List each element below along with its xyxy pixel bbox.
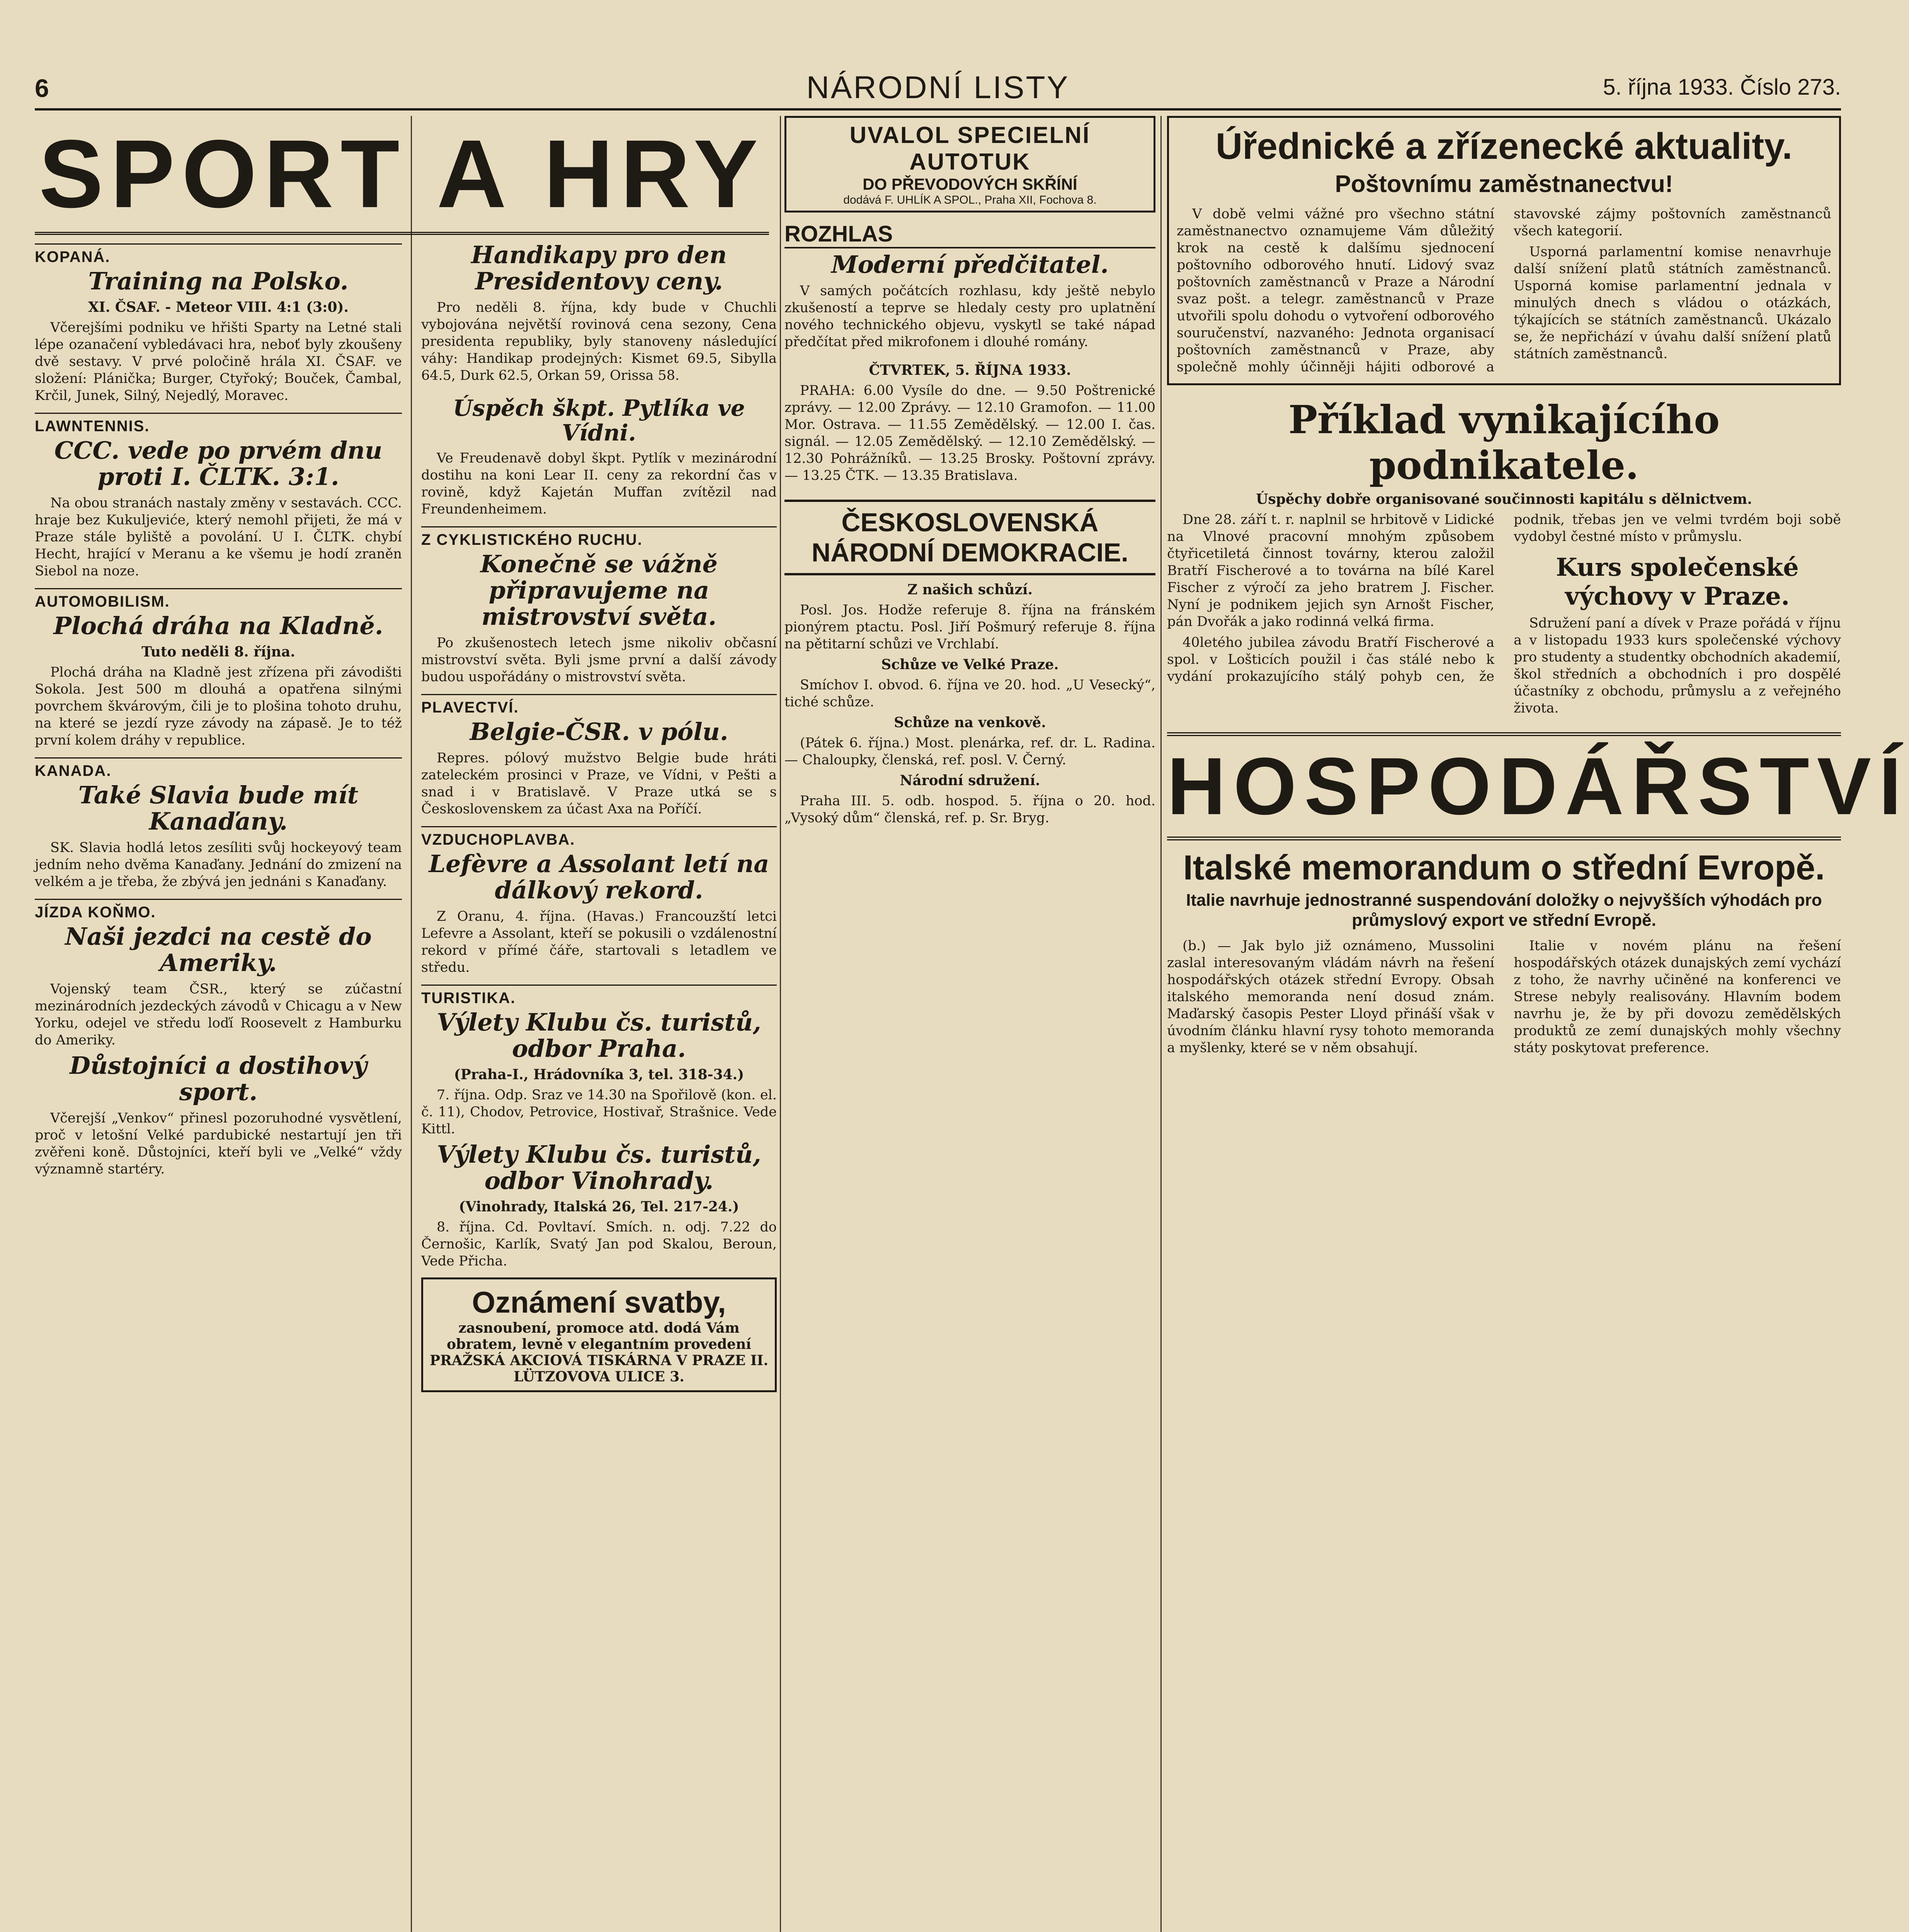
officials-title: Úřednické a zřízenecké aktuality. xyxy=(1215,126,1793,167)
party-box-title: ČESKOSLOVENSKÁ NÁRODNÍ DEMOKRACIE. xyxy=(784,500,1155,575)
article-title: Kurs společenské výchovy v Praze. xyxy=(1556,553,1799,611)
ad-subline: DO PŘEVODOVÝCH SKŘÍNÍ xyxy=(863,175,1077,193)
article-subtitle: (Praha-I., Hrádovníka 3, tel. 318-34.) xyxy=(454,1066,744,1083)
economy-banner: HOSPODÁŘSTVÍ xyxy=(1167,732,1841,840)
sport-column-middle xyxy=(421,116,777,1932)
section-rozhlas: ROZHLAS xyxy=(784,221,1155,248)
article-text: 8. října. Cd. Povltaví. Smích. n. odj. 7.22 do Černošic, Karlík, Svatý Jan pod Skalou, Beroun, Vede Přicha. xyxy=(421,1219,777,1269)
radio-column xyxy=(784,116,1155,1932)
article-text: (b.) — Jak bylo již oznámeno, Mussolini zaslal interesovaným vládám návrh na řešení hospodářských otázek střední Evropy. Obsah italského memoranda není dosud znám. Maďarský časopis Pester Lloyd přináší však v úvodním článku hlavní rysy tohoto memoranda a myšlenky, které se v něm obsahují. xyxy=(1167,938,1494,1056)
program-date: ČTVRTEK, 5. ŘÍJNA 1933. xyxy=(869,362,1071,378)
article-text: 40letého jubilea závodu Bratří Fischerové a spol. v Lošticích použil i čas stálé nebo k vydání prokazujícího stálý pohyb cen, že podnik, třebas jen ve velmi tvrdém boji sobě vydobyl čestné místo v průmyslu. xyxy=(1167,512,1841,684)
article-text: Z Oranu, 4. října. (Havas.) Francouzští letci Lefevre a Assolant, kteří se pokusili o vzdálenostní rekord v přímé čáře, startovali s letadlem ve středu. xyxy=(421,909,777,975)
article-text: Pro neděli 8. října, kdy bude v Chuchli vybojována největší rovinová cena sezony, Cena presidenta republiky, byly stanoveny následující váhy: Handikap prodejných: Kismet 69.5, Sibylla 64.5, Durk 62.5, Orkan 59, Orissa 58. xyxy=(421,300,777,383)
section-turistika: TURISTIKA. xyxy=(421,985,777,1007)
article-title: Důstojníci a dostihový sport. xyxy=(70,1051,367,1106)
article-subtitle: (Vinohrady, Italská 26, Tel. 217-24.) xyxy=(459,1199,739,1215)
wedding-ad-text: zasnoubení, promoce atd. dodá Vám obratem, levně v elegantním provedení PRAŽSKÁ AKCIOVÁ TISKÁRNA V PRAZE II. LÜTZOVOVA ULICE 3. xyxy=(429,1320,769,1385)
article-title: Belgie-ČSR. v pólu. xyxy=(470,718,728,746)
article-title: Naši jezdci na cestě do Ameriky. xyxy=(65,922,372,977)
article-text: SK. Slavia hodlá letos zesíliti svůj hockeyový team jedním neho dvěma Kanaďany. Jednání do zmizení na velkém a je třeba, že zbývá jen jednáni s Kanaďany. xyxy=(35,840,402,889)
right-section xyxy=(1167,116,1909,1932)
wedding-ad xyxy=(421,1277,777,1392)
article-title: Training na Polsko. xyxy=(88,267,349,295)
article-text: Včerejšími podniku ve hřišti Sparty na Letné stali lépe ozanačení vybledávaci hra, neboť byly zkoušeny dvě sestavy. V prvé poločině hrála XI. ČSAF. ve složení: Plánička; Burger, Ctyřoký; Bouček, Čambal, Krčil, Junek, Silný, Nejedlý, Moravec. xyxy=(35,320,402,403)
article-text: Italie v novém plánu na řešení hospodářských otázek dunajských zemí vychází z toho, že navrhy učiněné na konferenci ve Strese nebyly realisovány. Hlavním bodem navrhu je, že by při dovozu zemědělských produktů ze zemí dunajských mohly všechny státy poskytovat preference. xyxy=(1514,938,1841,1056)
article-text: Ve Freudenavě dobyl škpt. Pytlík v mezinárodní dostihu na koni Lear II. ceny za rekordní čas v rovině, když Kajetán Muffan zvítězil nad Freundenheimem. xyxy=(421,451,777,517)
ad-headline: UVALOL SPECIELNÍ AUTOTUK xyxy=(849,122,1091,175)
article-text: 7. října. Odp. Sraz ve 14.30 na Spořilově (kon. el. č. 11), Chodov, Petrovice, Hostivař, Strašnice. Vede Kittl. xyxy=(421,1087,777,1137)
section-vzduchoplavba: VZDUCHOPLAVBA. xyxy=(421,826,777,849)
article-text: Usporná parlamentní komise nenavrhuje další snížení platů státních zaměstnanců. Usporná komise parlamentní jednala v minulých dnech s vládou o otázkách, týkajících se státních zaměstnanců. Ukázalo se, že nepřichází v úvahu další snížení platů státních zaměstnanců. xyxy=(1514,244,1831,362)
column-rule xyxy=(1160,116,1162,1932)
article-subtitle: Tuto neděli 8. října. xyxy=(141,644,295,660)
article-title: Konečně se vážně připravujeme na mistrovství světa. xyxy=(480,550,718,631)
wedding-ad-title: Oznámení svatby, xyxy=(472,1285,726,1319)
article-title: Plochá dráha na Kladně. xyxy=(53,612,383,640)
section-kanada: KANADA. xyxy=(35,757,402,780)
national-union-title: Národní sdružení. xyxy=(900,772,1040,789)
section-automobilism: AUTOMOBILISM. xyxy=(35,588,402,611)
article-text: Repres. pólový mužstvo Belgie bude hráti zateleckém prosinci v Praze, ve Vídni, v Pešti a snad i v Bratislavě. V Praze utká se s Československem za účast Axa na Poříčí. xyxy=(421,750,777,817)
article-title: Lefèvre a Assolant letí na dálkový rekord. xyxy=(429,850,769,904)
radio-program: PRAHA: 6.00 Vysíle do dne. — 9.50 Poštrenické zprávy. — 12.00 Zprávy. — 12.10 Gramofon. — 11.00 Mor. Ostrava. — 11.55 Zemědělský. — 12.00 I. čas. signál. — 12.05 Zemědělský. — 12.10 Zemědělský. — 12.30 Pohrážníků. — 13.25 Brosky. Poštovní zprávy. — 13.25 ČTK. — 13.35 Bratislava. xyxy=(784,383,1155,483)
article-title: Výlety Klubu čs. turistů, odbor Vinohrady. xyxy=(437,1140,761,1195)
article-text: V době velmi vážné pro všechno státní zaměstnanectvo oznamujeme Vám důležitý krok na cestě k dalšímu sjednocení poštovního odborového hnutí. Lidový svaz poštovních zaměstnanců v Praze a Národní svaz pošt. a telegr. zaměstnanců v Praze utvořili spolu dohodu o vytvoření odborového souručenství, nazvaného: Jednota organisací poštovních zaměstnanců v Praze, aby společně mohly účinněji hájiti odborové a stavovské zájmy poštovních zaměstnanců všech kategorií. xyxy=(1177,206,1831,375)
article-subtitle: Úspěchy dobře organisované součinnosti kapitálu s dělnictvem. xyxy=(1256,491,1752,507)
officials-subtitle: Poštovnímu zaměstnanectvu! xyxy=(1335,171,1673,197)
article-text: Smíchov I. obvod. 6. října ve 20. hod. „U Vesecký“, tiché schůze. xyxy=(784,677,1155,710)
article-title: CCC. vede po prvém dnu proti I. ČLTK. 3:1. xyxy=(54,436,383,491)
article-text: Plochá dráha na Kladně jest zřízena při závodišti Sokola. Jest 500 m dlouhá a opatřena silnými povrchem škvárovým, čili je to plošina tohoto druhu, na které se jezdí ryze závody na zápasě. Je to též první kolem dráhy v republice. xyxy=(35,665,402,748)
column-rule xyxy=(411,116,412,1932)
issue-date: 5. října 1933. Číslo 273. xyxy=(1603,75,1841,100)
section-cyklistika: Z CYKLISTICKÉHO RUCHU. xyxy=(421,526,777,549)
article-text: Včerejší „Venkov“ přinesl pozoruhodné vysvětlení, proč v letošní Velké pardubické nestartují jen tři zvěřeni koně. Důstojníci, kteří byli ve „Velké“ vždy významně startéry. xyxy=(35,1111,402,1177)
article-text: Praha III. 5. odb. hospod. 5. října o 20. hod. „Vysoký dům“ členská, ref. p. Sr. Bryg. xyxy=(784,793,1155,826)
article-text: Na obou stranách nastaly změny v sestavách. CCC. hraje bez Kukuljeviće, který nemohl přijeti, že má v Praze stále byliště a povolání. U I. ČLTK. chybí Hecht, hrající v Meranu a ke všemu je hodí zraněn Siebol na noze. xyxy=(35,495,402,579)
officials-box xyxy=(1167,116,1841,385)
section-jizda-konmo: JÍZDA KOŇMO. xyxy=(35,899,402,921)
meetings-country-title: Schůze na venkově. xyxy=(894,714,1046,731)
page-number: 6 xyxy=(35,74,49,102)
autotuk-ad xyxy=(784,116,1155,213)
article-title: Úspěch škpt. Pytlíka ve Vídni. xyxy=(453,395,745,446)
article-title: Italské memorandum o střední Evropě. xyxy=(1183,849,1825,887)
article-text: Po zkušenostech letech jsme nikoliv občasní mistrovství světa. Byli jsme první a další závody budou uspořádány o mistrovství světa. xyxy=(421,635,777,685)
column-rule xyxy=(780,116,781,1932)
article-title: Příklad vynikajícího podnikatele. xyxy=(1288,397,1720,488)
article-text: Sdružení paní a dívek v Praze pořádá v říjnu a v listopadu 1933 kurs společenské výchovy pro studenty a studentky obchodních akademií, škol středních a obchodních i pro dospělé účastníky z obchodu, průmyslu a z veřejného života. xyxy=(1514,616,1841,716)
article-text: Vojenský team ČSR., který se zúčastní mezinárodních jezdeckých závodů v Chicagu a v New Yorku, odejel ve středu loďí Roosevelt z Hamburku do Ameriky. xyxy=(35,981,402,1048)
ad-address: dodává F. UHLÍK A SPOL., Praha XII, Fochova 8. xyxy=(843,194,1097,206)
article-subtitle: XI. ČSAF. - Meteor VIII. 4:1 (3:0). xyxy=(88,299,349,315)
page-header xyxy=(35,66,1841,111)
section-lawntennis: LAWNTENNIS. xyxy=(35,413,402,435)
article-text: Dne 28. září t. r. naplnil se hrbitově v Lidické na Vlnové pracovní mnohým způsobem čtyřicetiletá činnost továrny, kterou založil Bratří Fischerové a to továrna na bílé Karel Fischer z výročí za jeho bratrem J. Fischer. Nyní je podnikem jejich syn Arnošt Fischer, pán Dvořák a jako rodinná velká firma. xyxy=(1167,512,1494,629)
sport-banner: SPORT A HRY xyxy=(35,116,769,235)
section-kopana: KOPANÁ. xyxy=(35,243,402,266)
article-text: (Pátek 6. října.) Most. plenárka, ref. dr. L. Radina. — Chaloupky, členská, ref. posl. V. Černý. xyxy=(784,735,1155,768)
article-subtitle: Italie navrhuje jednostranné suspendování doložky o nejvyšších výhodách pro průmyslový export ve střední Evropě. xyxy=(1186,891,1822,930)
article-text: Posl. Jos. Hodže referuje 8. října na fránském pionýrem ptactu. Posl. Jiří Pošmurý referuje 8. října na pětitarní schůzi ve Vrchlabí. xyxy=(784,602,1155,652)
article-title: Také Slavia bude mít Kanaďany. xyxy=(78,781,359,835)
section-plavectvi: PLAVECTVÍ. xyxy=(421,694,777,716)
article-title: Handikapy pro den Presidentovy ceny. xyxy=(471,241,727,295)
article-title: Výlety Klubu čs. turistů, odbor Praha. xyxy=(437,1008,761,1063)
meetings-prague-title: Schůze ve Velké Praze. xyxy=(881,656,1059,673)
party-box-subtitle: Z našich schůzí. xyxy=(907,582,1033,598)
newspaper-title: NÁRODNÍ LISTY xyxy=(806,70,1070,105)
article-title: Moderní předčitatel. xyxy=(831,250,1109,279)
article-text: V samých počátcích rozhlasu, kdy ještě nebylo zkušeností a teprve se hledaly cesty pro uplatnění nového technického objevu, vyskytl se také nápad předčítat před mikrofonem i dlouhé romány. xyxy=(784,283,1155,350)
